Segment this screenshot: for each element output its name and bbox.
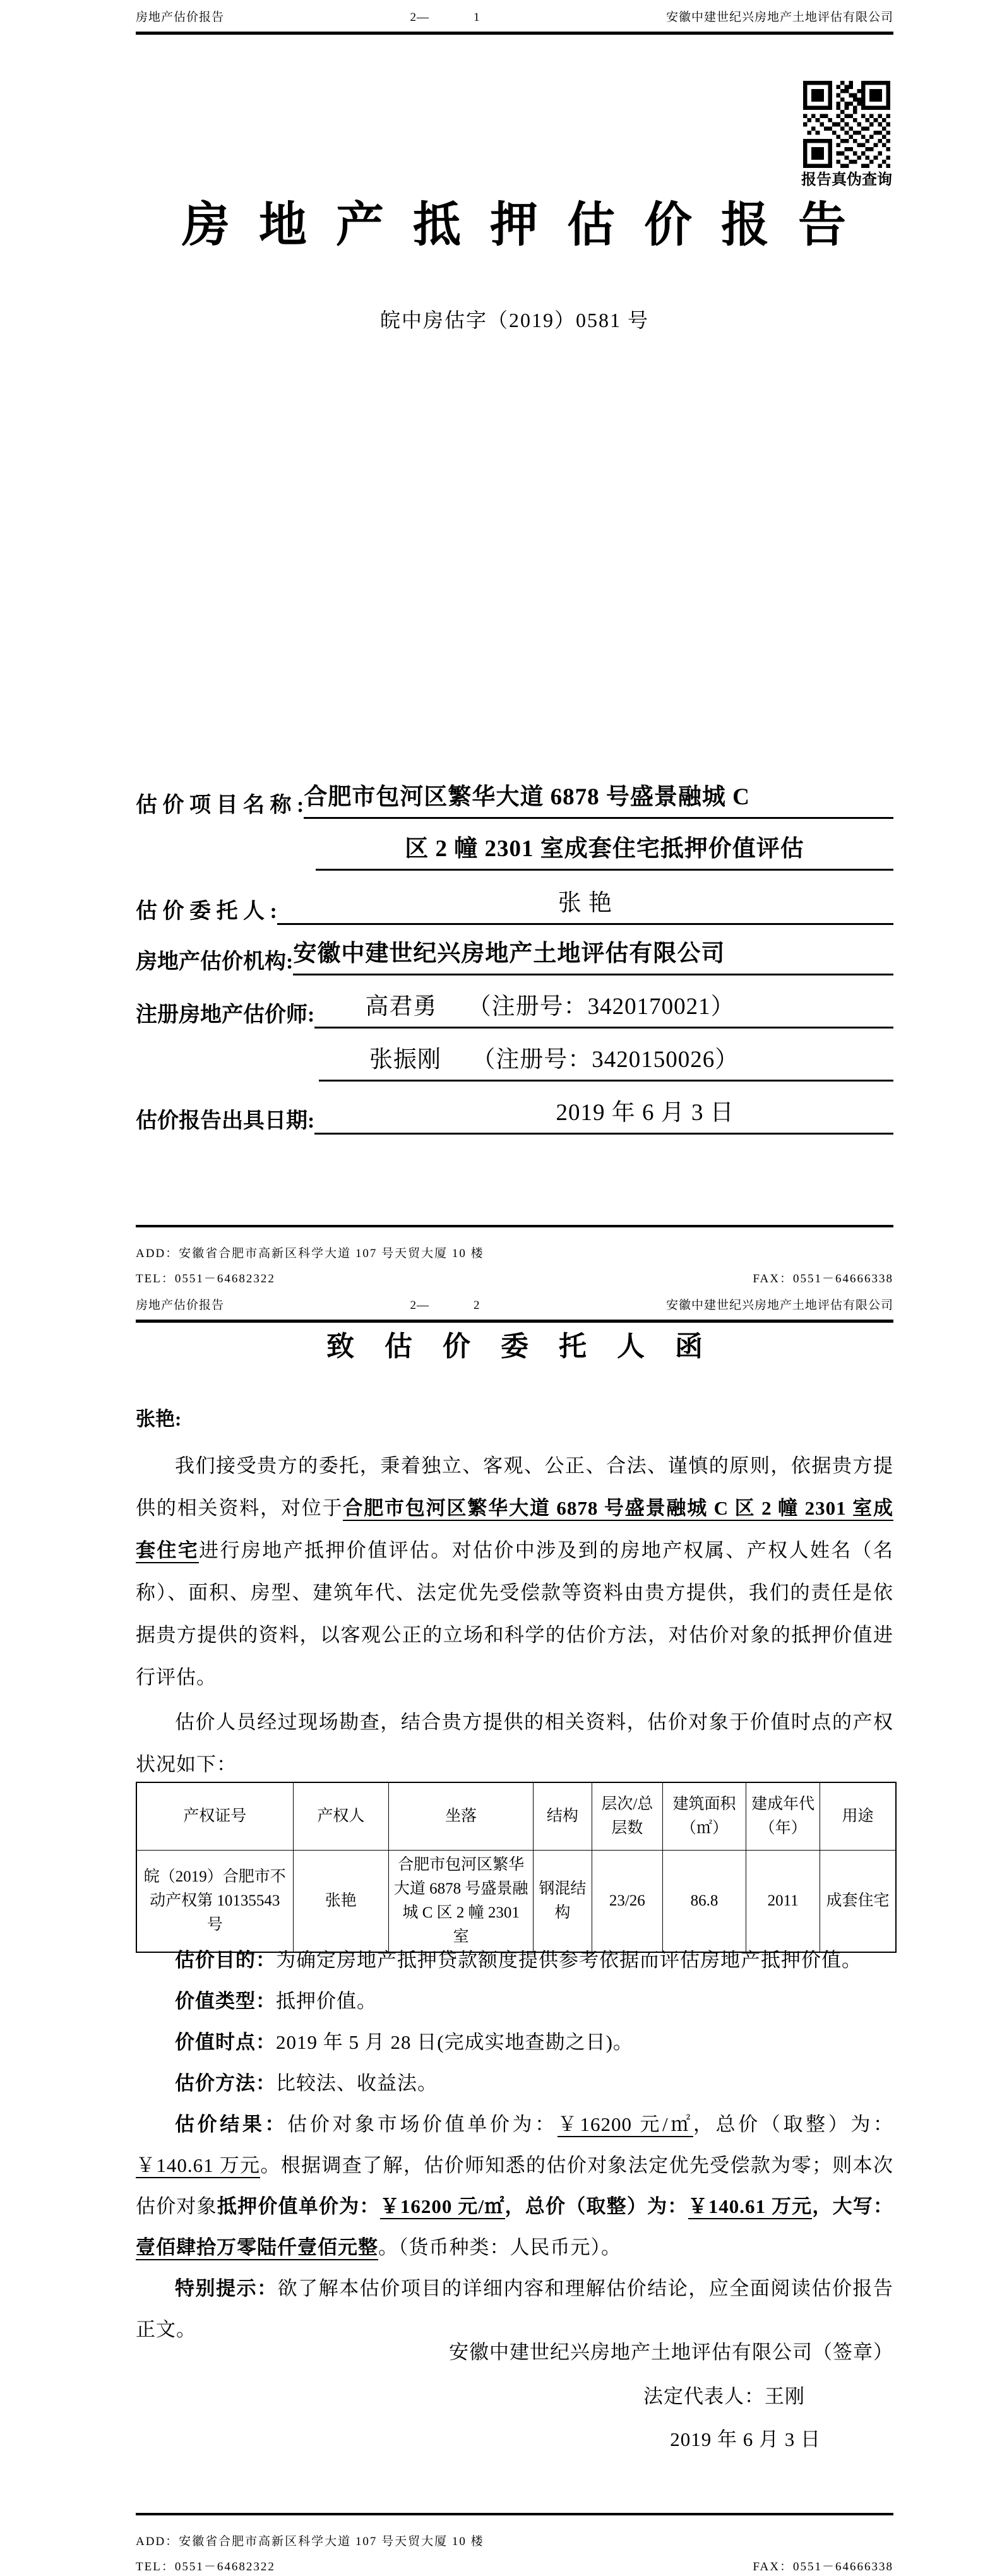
field-agency: [136, 939, 893, 975]
signature-date: 2019 年 6 月 3 日: [670, 2428, 821, 2450]
running-header-company: 安徽中建世纪兴房地产土地评估有限公司: [665, 1299, 893, 1312]
cell-area: 86.8: [662, 1851, 746, 1953]
result-total-in-words: 壹佰肆拾万零陆仟壹佰元整: [136, 2236, 378, 2260]
table-header-row: [136, 1782, 896, 1851]
result-text-bold: 抵押价值单价为：: [217, 2195, 380, 2217]
footer-telfax: [136, 1267, 893, 1292]
item-value-date-text: 2019 年 5 月 28 日(完成实地查勘之日)。: [276, 2031, 633, 2053]
result-text-bold: ，总价（取整）为：: [504, 2195, 688, 2217]
para1-subject-address: 合肥市包河区繁华大道 6878 号盛景融城 C 区 2 幢 2301 室成套住宅: [136, 1497, 893, 1563]
letter-salutation: 张艳:: [136, 1408, 182, 1430]
page-num: 1: [474, 11, 480, 24]
letter-paragraph-2: 估价人员经过现场勘查，结合贵方提供的相关资料，估价对象于价值时点的产权状况如下：: [136, 1711, 893, 1775]
page2-footer: [136, 2513, 893, 2576]
signature-legal-rep: 法定代表人：王刚: [643, 2385, 805, 2407]
cell-year: 2011: [746, 1851, 820, 1953]
field-project-name: [136, 783, 893, 819]
field-appraiser-1: [136, 993, 893, 1029]
result-text: 估价对象市场价值单价为：: [287, 2113, 558, 2135]
footer-address: ADD：安徽省合肥市高新区科学大道 107 号天贸大厦 10 楼: [136, 1247, 484, 1260]
page1-footer: [136, 1225, 893, 1292]
item-method-text: 比较法、收益法。: [276, 2072, 438, 2094]
col-header-floor: 层次/总层数: [592, 1782, 662, 1851]
col-header-cert-no: 产权证号: [136, 1782, 293, 1851]
page2-running-header: [136, 1296, 893, 1323]
footer-telfax: [136, 2555, 893, 2576]
report-title: 房地产抵押估价报告: [182, 199, 875, 252]
ownership-status-table: [136, 1782, 897, 1953]
page-total: 2—: [410, 1299, 429, 1312]
field-appraiser-2: [136, 1046, 893, 1082]
col-header-year: 建成年代（年）: [746, 1782, 820, 1851]
report-doc-number: 皖中房估字（2019）0581 号: [379, 309, 649, 331]
running-header-title: 房地产估价报告: [136, 1299, 225, 1312]
result-mortgage-unit-price: ￥16200 元/㎡: [380, 2195, 505, 2219]
field-appraiser2-value: 张振刚 （注册号：3420150026）: [319, 1046, 893, 1082]
cell-structure: 钢混结构: [534, 1851, 592, 1953]
col-header-area: 建筑面积（㎡）: [662, 1782, 746, 1851]
item-value-type-text: 抵押价值。: [276, 1990, 377, 2012]
item-method: [136, 2063, 893, 2104]
footer-fax: FAX：0551－64666338: [753, 1272, 893, 1285]
item-purpose-label: 估价目的：: [175, 1949, 276, 1971]
result-total-price: ￥140.61 万元: [136, 2154, 260, 2178]
field-date-value: 2019 年 6 月 3 日: [314, 1099, 893, 1135]
col-header-location: 坐落: [389, 1782, 534, 1851]
field-appraiser-label: 注册房地产估价师:: [136, 1003, 315, 1027]
col-header-owner: 产权人: [293, 1782, 389, 1851]
result-text-bold: ，大写：: [812, 2195, 894, 2217]
item-value-type-label: 价值类型：: [175, 1990, 276, 2012]
page-total: 2—: [410, 11, 429, 24]
field-client: [136, 889, 893, 925]
field-date-label: 估价报告出具日期:: [136, 1109, 315, 1133]
item-result: [136, 2104, 893, 2268]
footer-fax: FAX：0551－64666338: [753, 2560, 893, 2573]
cell-location: 合肥市包河区繁华大道 6878 号盛景融城 C 区 2 幢 2301 室: [389, 1851, 534, 1953]
field-appraiser1-value: 高君勇 （注册号：3420170021）: [314, 993, 893, 1029]
result-unit-price: ￥16200 元/㎡: [558, 2113, 693, 2137]
qr-caption: 报告真伪查询: [801, 172, 892, 188]
col-header-structure: 结构: [534, 1782, 592, 1851]
field-agency-value: 安徽中建世纪兴房地产土地评估有限公司: [293, 939, 893, 975]
appraisal-summary-items: [136, 1940, 893, 2350]
col-header-use: 用途: [820, 1782, 896, 1851]
para1-post: 进行房地产抵押价值评估。对估价中涉及到的房地产权属、产权人姓名（名称）、面积、房型、建筑年代、法定优先受偿款等资料由贵方提供，我们的责任是依据贵方提供的资料，以客观公正的立场和科学的估价方法，对估价对象的抵押价值进行评估。: [136, 1539, 894, 1688]
field-agency-label: 房地产估价机构:: [136, 950, 294, 974]
running-header-company: 安徽中建世纪兴房地产土地评估有限公司: [665, 11, 893, 24]
cell-cert-no: 皖（2019）合肥市不动产权第 10135543 号: [136, 1851, 293, 1953]
field-client-label: 估 价 委 托 人 :: [136, 899, 277, 923]
field-project-name-line2: [136, 835, 893, 871]
item-purpose: [136, 1940, 893, 1981]
item-purpose-text: 为确定房地产抵押贷款额度提供参考依据而评估房地产抵押价值。: [276, 1949, 862, 1971]
item-value-type: [136, 1981, 893, 2022]
cell-floor: 23/26: [592, 1851, 662, 1953]
item-special-label: 特别提示：: [175, 2277, 278, 2299]
result-mortgage-total-price: ￥140.61 万元: [688, 2195, 813, 2219]
signature-company: 安徽中建世纪兴房地产土地评估有限公司（签章）: [449, 2341, 893, 2363]
page1-running-header: [136, 8, 893, 35]
result-text: 。根据调查了解，估价师知悉的估价对象法定优先受偿款为零；则本次估价对象: [136, 2154, 894, 2217]
item-result-label: 估价结果：: [175, 2113, 288, 2135]
footer-tel: TEL：0551－64682322: [136, 1272, 275, 1285]
page-num: 2: [474, 1299, 480, 1312]
letter-title: 致估价委托人函: [326, 1331, 733, 1362]
field-project-value-line2: 区 2 幢 2301 室成套住宅抵押价值评估: [316, 835, 893, 871]
item-value-date: [136, 2022, 893, 2063]
field-client-value: 张 艳: [277, 889, 893, 925]
field-project-value-line1: 合肥市包河区繁华大道 6878 号盛景融城 C: [304, 783, 893, 819]
footer-tel: TEL：0551－64682322: [136, 2560, 275, 2573]
para1-pre: 我们接受贵方的委托，秉着独立、客观、公正、合法、谨慎的原则，依据贵方提供的相关资料，对位于: [136, 1455, 893, 1519]
running-header-title: 房地产估价报告: [136, 11, 225, 24]
table-data-row: [136, 1851, 896, 1953]
result-text: ，总价（取整）为：: [693, 2113, 894, 2135]
page2-page-number: [224, 1299, 666, 1313]
cell-owner: 张艳: [293, 1851, 389, 1953]
page1-page-number: [224, 11, 666, 25]
item-value-date-label: 价值时点：: [175, 2031, 276, 2053]
cell-use: 成套住宅: [820, 1851, 896, 1953]
result-text: 。（货币种类：人民币元）。: [378, 2236, 621, 2258]
field-project-label: 估 价 项 目 名 称 :: [136, 793, 304, 817]
qr-code-icon: [803, 81, 890, 168]
footer-address: ADD：安徽省合肥市高新区科学大道 107 号天贸大厦 10 楼: [136, 2535, 484, 2548]
letter-paragraph-1: [136, 1445, 893, 1698]
item-special-text: 欲了解本估价项目的详细内容和理解估价结论，应全面阅读估价报告正文。: [136, 2277, 894, 2340]
item-method-label: 估价方法：: [175, 2072, 276, 2094]
field-report-date: [136, 1099, 893, 1135]
